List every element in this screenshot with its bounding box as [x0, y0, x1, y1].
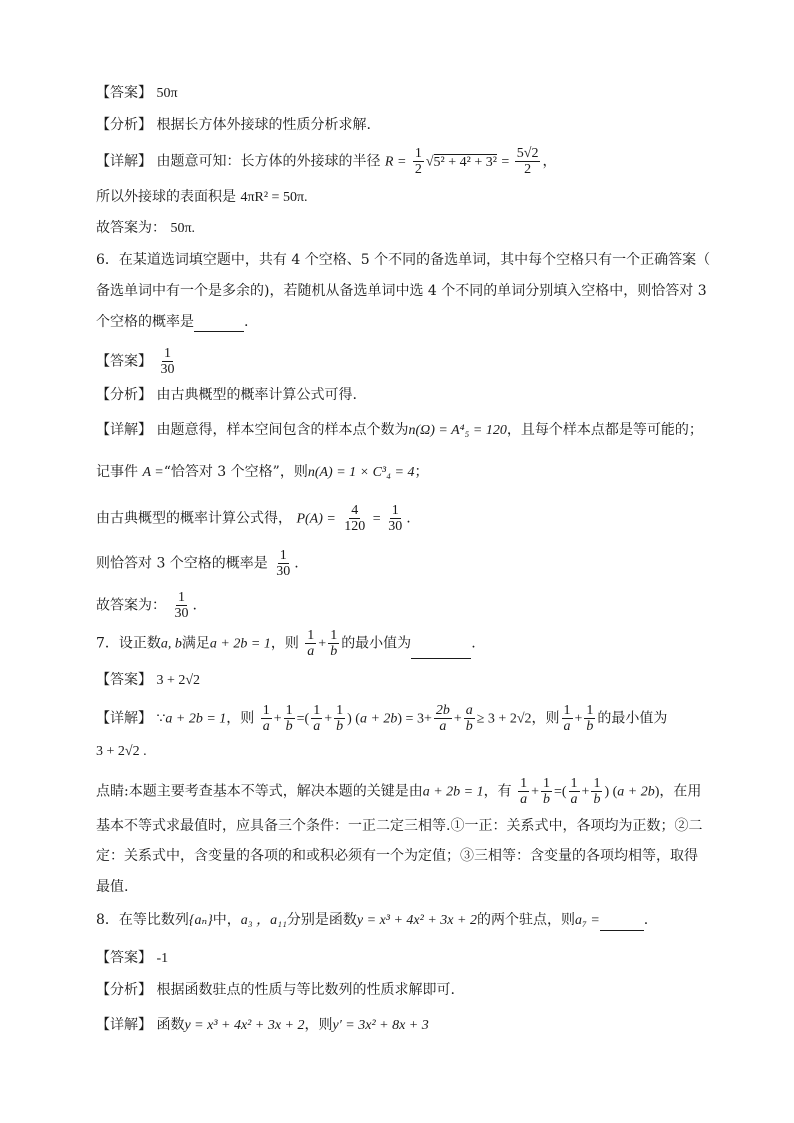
q5-half-fraction: $\frac{1}{2}$	[414, 146, 422, 177]
answer-tag: 【答案】	[96, 85, 152, 101]
q8-question-line: 8．在等比数列{aₙ}中，a₃ ，a₁₁分别是函数y = x³ + 4x² + 3x + 2的两个驻点，则a₇ = .	[96, 910, 648, 931]
q6-question-line-1: 6．在某道选词填空题中，共有 4 个空格、5 个不同的备选单词，其中每个空格只有一个正确答案（	[96, 252, 711, 268]
q7-comment-line-4: 最值.	[96, 879, 129, 895]
answer-blank	[600, 930, 644, 931]
q8-analysis-line: 【分析】 根据函数驻点的性质与等比数列的性质求解即可.	[96, 982, 455, 998]
analysis-tag: 【分析】	[96, 117, 152, 133]
q6-omega-formula: n(Ω) = A⁴₅ = 120	[408, 423, 507, 438]
answer-blank	[411, 658, 471, 659]
q7-detail-value-line: 3 + 2√2 .	[96, 744, 147, 759]
q5-radicand: 5² + 4² + 3²	[433, 154, 497, 170]
q6-detail-line-2: 记事件 A =“恰答对 3 个空格”，则n(A) = 1 × C³₄ = 4；	[96, 464, 429, 480]
q5-radius-label: R =	[384, 154, 407, 170]
q6-question-line-2: 备选单词中有一个是多余的)，若随机从备选单词中选 4 个不同的单词分别填入空格中，则恰答对 3	[96, 283, 707, 299]
q8-analysis: 根据函数驻点的性质与等比数列的性质求解即可.	[156, 982, 455, 998]
q7-comment-line-1: 点睛:本题主要考查基本不等式，解决本题的关键是由a + 2b = 1，有 $\frac{1}{a}$ + $\frac{1}{b}$ =( $\frac{1}{a}$ + $\frac{1}{b}$ ) (a + 2b)，在用	[96, 776, 702, 807]
q7-answer-line: 【答案】 3 + 2√2	[96, 672, 201, 688]
q5-radius-result: $\frac{5√2}{2}$	[516, 146, 539, 177]
q6-detail-line-4: 则恰答对 3 个空格的概率是 $\frac{1}{30}$ .	[96, 548, 299, 579]
q5-final-text: 故答案为：	[96, 220, 166, 236]
q7-question-line: 7．设正数a, b满足a + 2b = 1，则 $\frac{1}{a}$ + $\frac{1}{b}$ 的最小值为 .	[96, 628, 476, 659]
q5-detail-line: 【详解】 由题意可知：长方体的外接球的半径 R = $\frac{1}{2}$ √5² + 4² + 3² = $\frac{5√2}{2}$ ，	[96, 146, 557, 177]
q5-detail-text: 由题意可知：长方体的外接球的半径	[156, 153, 381, 170]
answer-blank	[194, 331, 244, 332]
q6-event-formula: n(A) = 1 × C³₄ = 4	[307, 465, 415, 480]
q5-area-formula: 4πR² = 50π.	[240, 190, 308, 205]
q8-detail-line: 【详解】 函数y = x³ + 4x² + 3x + 2，则y′ = 3x² + 8x + 3	[96, 1017, 429, 1033]
q5-final-line	[96, 218, 195, 239]
q7-answer: 3 + 2√2	[156, 673, 201, 688]
q6-question-line-3: 个空格的概率是 .	[96, 314, 249, 330]
q8-answer-line: 【答案】 -1	[96, 950, 169, 966]
q6-final-fraction: $\frac{1}{30}$	[174, 590, 189, 621]
q6-prob-fraction-1: $\frac{4}{120}$	[344, 503, 366, 534]
q5-area-line	[96, 187, 308, 208]
q8-answer: -1	[156, 951, 169, 966]
detail-tag: 【详解】	[96, 153, 152, 170]
q5-analysis: 根据长方体外接球的性质分析求解.	[156, 117, 371, 133]
q7-comment-line-3: 定：关系式中，含变量的各项的和或积必须有一个为定值；③三相等：含变量的各项均相等，取得	[96, 848, 698, 864]
q5-analysis-line	[96, 115, 371, 135]
q6-detail-line-1: 【详解】 由题意得，样本空间包含的样本点个数为n(Ω) = A⁴₅ = 120，且每个样本点都是等可能的；	[96, 422, 703, 438]
q6-answer-fraction: $\frac{1}{30}$	[160, 346, 175, 377]
q6-detail-line-3: 由古典概型的概率计算公式得， P(A) = $\frac{4}{120}$ = $\frac{1}{30}$ .	[96, 503, 411, 534]
q8-derivative: y′ = 3x² + 8x + 3	[332, 1018, 429, 1033]
q6-analysis-line: 【分析】 由古典概型的概率计算公式可得.	[96, 387, 357, 403]
q7-detail-line: 【详解】 ∵a + 2b = 1，则 $\frac{1}{a}$ + $\frac{1}{b}$ =( $\frac{1}{a}$ + $\frac{1}{b}$ ) (a + 2b) = 3+ $\frac{2b}{a}$ + $\frac{a}{b}$ ≥ 3 + 2√2，则 $\frac{1}{a}$ + $\frac{1}{b}$ 的最小值为	[96, 703, 668, 734]
q5-answer: 50π	[156, 86, 178, 101]
q6-final-line: 故答案为： $\frac{1}{30}$ .	[96, 590, 197, 621]
q6-result-fraction: $\frac{1}{30}$	[276, 548, 291, 579]
q7-comment-line-2: 基本不等式求最值时，应具备三个条件：一正二定三相等.①一正：关系式中，各项均为正数；②二	[96, 818, 703, 834]
q6-analysis: 由古典概型的概率计算公式可得.	[156, 387, 357, 403]
q5-final-value: 50π.	[170, 221, 196, 236]
q5-area-text: 所以外接球的表面积是	[96, 189, 236, 205]
q6-answer-line: 【答案】 $\frac{1}{30}$	[96, 346, 175, 377]
q5-answer-line	[96, 83, 178, 104]
q6-prob-fraction-2: $\frac{1}{30}$	[388, 503, 403, 534]
